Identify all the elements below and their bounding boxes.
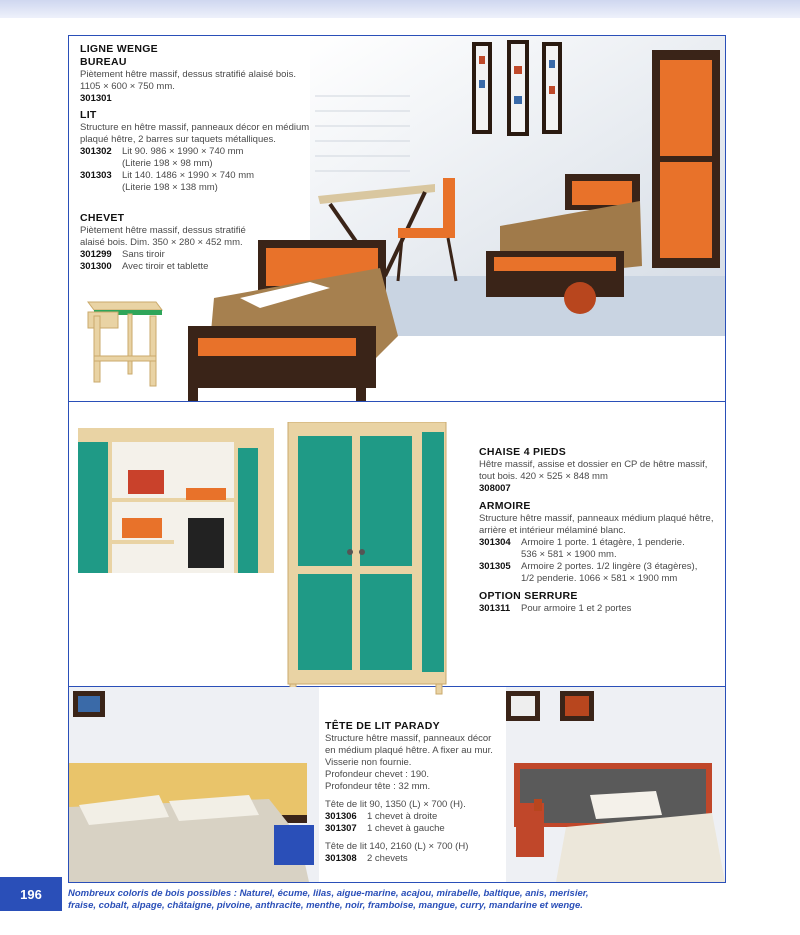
product-label: Armoire 2 portes. 1/2 lingère (3 étagères), — [521, 561, 698, 572]
footer-line-1: Nombreux coloris de bois possibles : Naturel, écume, lilas, aigue-marine, acajou, mirabelle, baltique, anis, merisier, — [68, 888, 589, 899]
bureau-desc-1: Piètement hêtre massif, dessus stratifié alaisé bois. — [80, 69, 296, 80]
chevet-item — [80, 261, 320, 273]
product-code: 301300 — [80, 261, 112, 272]
tete-de-lit-desc: Profondeur chevet : 190. — [325, 769, 430, 780]
headboard-photo-right — [506, 687, 725, 882]
tete-de-lit-item — [325, 823, 505, 835]
product-code: 301306 — [325, 811, 357, 822]
product-label: 536 × 581 × 1900 mm. — [521, 549, 617, 560]
tete-de-lit-desc: Profondeur tête : 32 mm. — [325, 781, 431, 792]
top-banner — [0, 0, 800, 18]
chaise-desc-1: Hêtre massif, assise et dossier en CP de hêtre massif, — [479, 459, 708, 470]
product-label: Lit 140. 1486 × 1990 × 740 mm — [122, 170, 255, 181]
lit-desc-1: Structure en hêtre massif, panneaux décor en médium — [80, 122, 310, 133]
product-label: 1 chevet à gauche — [367, 823, 445, 834]
armoire-item — [479, 561, 725, 585]
chaise-title: CHAISE 4 PIEDS — [479, 446, 567, 458]
bureau-title: BUREAU — [80, 56, 127, 68]
chaise-desc-2: tout bois. 420 × 525 × 848 mm — [479, 471, 608, 482]
chaise-code: 308007 — [479, 483, 511, 494]
tete-de-lit-group-1: Tête de lit 90, 1350 (L) × 700 (H). — [325, 799, 466, 810]
tete-de-lit-item — [325, 811, 505, 823]
footer-line-2: fraise, cobalt, alpage, châtaigne, pivoine, anthracite, menthe, noir, framboise, mangue, curry, mandarine et wenge. — [68, 900, 583, 911]
chevet-illustration — [84, 298, 164, 393]
tete-de-lit-group-2: Tête de lit 140, 2160 (L) × 700 (H) — [325, 841, 469, 852]
page-number: 196 — [0, 877, 62, 911]
product-code: 301308 — [325, 853, 357, 864]
product-code: 301307 — [325, 823, 357, 834]
product-code: 301303 — [80, 170, 112, 181]
tete-de-lit-desc: Visserie non fournie. — [325, 757, 412, 768]
armoire-desc-2: arrière et intérieur mélaminé blanc. — [479, 525, 626, 536]
armoire-illustration — [286, 422, 452, 696]
lit-title: LIT — [80, 109, 97, 121]
product-label: 2 chevets — [367, 853, 408, 864]
chevet-title: CHEVET — [80, 212, 125, 224]
chevet-desc-2: alaisé bois. Dim. 350 × 280 × 452 mm. — [80, 237, 243, 248]
product-label: Sans tiroir — [122, 249, 165, 260]
product-label: 1 chevet à droite — [367, 811, 438, 822]
tete-de-lit-title: TÊTE DE LIT PARADY — [325, 720, 440, 732]
product-label: Avec tiroir et tablette — [122, 261, 209, 272]
headboard-photo-left — [69, 687, 319, 882]
bureau-desc-2: 1105 × 600 × 750 mm. — [80, 81, 175, 92]
lit-item — [80, 170, 320, 194]
armoire-item — [479, 537, 725, 561]
product-label: Armoire 1 porte. 1 étagère, 1 penderie. — [521, 537, 685, 548]
product-code: 301304 — [479, 537, 511, 548]
tete-de-lit-desc: Structure hêtre massif, panneaux décor — [325, 733, 492, 744]
option-serrure-item — [479, 603, 725, 615]
armoire-desc-1: Structure hêtre massif, panneaux médium plaqué hêtre, — [479, 513, 714, 524]
lit-desc-2: plaqué hêtre, 2 barres sur taquets métalliques. — [80, 134, 276, 145]
product-label: Pour armoire 1 et 2 portes — [521, 603, 632, 614]
product-label: 1/2 penderie. 1066 × 581 × 1900 mm — [521, 573, 678, 584]
product-label: (Literie 198 × 138 mm) — [122, 182, 218, 193]
product-label: (Literie 198 × 98 mm) — [122, 158, 213, 169]
chevet-desc-1: Piètement hêtre massif, dessus stratifié — [80, 225, 246, 236]
footer-colors-note — [68, 888, 668, 912]
ligne-wenge-title: LIGNE WENGE — [80, 43, 158, 55]
tete-de-lit-desc: en médium plaqué hêtre. A fixer au mur. — [325, 745, 493, 756]
product-label: Lit 90. 986 × 1990 × 740 mm — [122, 146, 244, 157]
armoire-title: ARMOIRE — [479, 500, 531, 512]
chevet-item — [80, 249, 320, 261]
section-divider-1 — [68, 401, 726, 402]
product-code: 301305 — [479, 561, 511, 572]
product-code: 301302 — [80, 146, 112, 157]
lit-item — [80, 146, 320, 170]
tete-de-lit-item — [325, 853, 505, 865]
product-code: 301299 — [80, 249, 112, 260]
option-serrure-title: OPTION SERRURE — [479, 590, 578, 602]
product-code: 301311 — [479, 603, 511, 614]
open-wardrobe-photo — [78, 428, 274, 573]
bureau-code: 301301 — [80, 93, 112, 104]
